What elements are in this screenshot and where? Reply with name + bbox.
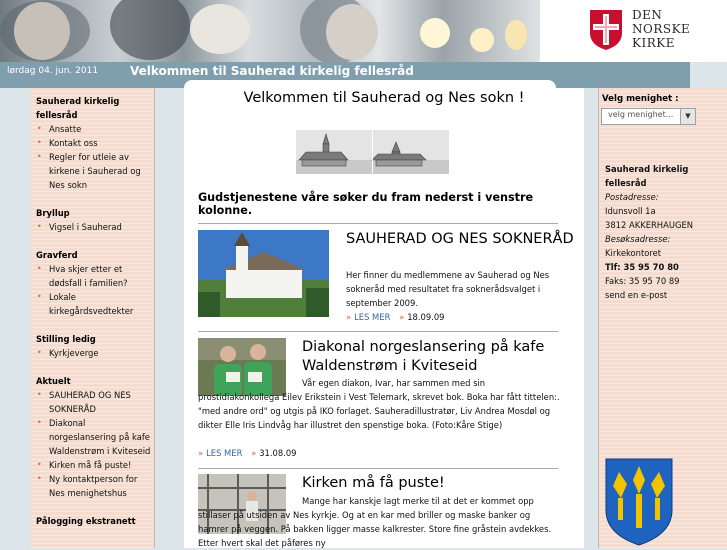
article-summary: Her finner du medlemmene av Sauherad og Nes sokneråd med resultatet fra soknerådsvalget i september 2009. (346, 270, 550, 308)
arrow-icon: » (346, 312, 352, 322)
divider (198, 468, 558, 469)
article-date: 18.09.09 (407, 312, 445, 322)
logo-line: NORSKE (632, 22, 691, 36)
parish-select-label: Velg menighet : (602, 94, 679, 104)
coat-of-arms-icon (605, 458, 673, 546)
logo-wordmark (632, 8, 712, 50)
nav-section-fellesrad (36, 94, 154, 192)
logo-line: KIRKE (632, 36, 675, 50)
email-link[interactable]: send en e-post (605, 290, 668, 300)
arrow-icon: » (198, 448, 204, 458)
divider (198, 331, 558, 332)
fax-number: Faks: 35 95 70 89 (605, 276, 680, 286)
nav-item-ansatte[interactable]: • Ansatte (36, 122, 154, 136)
nav-section-palogging (36, 514, 154, 528)
article-title[interactable]: Kirken må få puste! (302, 475, 445, 491)
church-sketch-image (296, 130, 449, 174)
dropdown-arrow-icon[interactable]: ▼ (680, 109, 695, 124)
nav-section-heading[interactable]: Bryllup (36, 208, 70, 218)
nav-item-dodsfall[interactable]: • Hva skjer etter et dødsfall i familien? (36, 262, 154, 290)
nav-section-heading[interactable]: Stilling ledig (36, 334, 96, 344)
nav-section-heading[interactable]: Pålogging ekstranett (36, 516, 136, 526)
postal-label: Postadresse: (605, 192, 659, 202)
service-intro-text: Gudstjenestene våre søker du fram nederst i venstre kolonne. (198, 191, 534, 217)
header-photo-banner (0, 0, 540, 62)
postal-line: Idunsvoll 1a (605, 206, 656, 216)
nav-item-utleie[interactable]: • Regler for utleie av kirkene i Sauherad og Nes sokn (36, 150, 154, 192)
arrow-icon: » (251, 448, 257, 458)
arrow-icon: » (399, 312, 405, 322)
nav-item-vedtekter[interactable]: • Lokale kirkegårdsvedtekter (36, 290, 154, 318)
postal-line: 3812 AKKERHAUGEN (605, 220, 694, 230)
nav-item-diakonal[interactable]: • Diakonal norgeslansering på kafe Waldenstrøm i Kviteseid (36, 416, 154, 458)
read-more-link[interactable]: LES MER (206, 448, 243, 458)
nav-item-kontaktperson[interactable]: • Ny kontaktperson for Nes menighetshus (36, 472, 154, 500)
nav-item-vigsel[interactable]: • Vigsel i Sauherad (36, 220, 154, 234)
phone-number: Tlf: 35 95 70 80 (605, 262, 679, 272)
article-image-church[interactable] (198, 230, 329, 317)
parish-select[interactable] (601, 108, 696, 125)
church-logo-icon[interactable] (589, 9, 623, 51)
article-title[interactable]: SAUHERAD OG NES SOKNERÅD (346, 231, 574, 247)
parish-select-value: velg menighet... (608, 110, 674, 119)
article-meta (198, 448, 297, 458)
nav-item-kyrkjeverge[interactable]: • Kyrkjeverge (36, 346, 154, 360)
nav-section-heading[interactable]: Gravferd (36, 250, 78, 260)
content-heading: Velkommen til Sauherad og Nes sokn ! (243, 90, 525, 106)
nav-section-stilling (36, 332, 154, 360)
main-content (184, 88, 584, 548)
nav-section-bryllup (36, 206, 154, 234)
site-header (0, 0, 727, 62)
article-summary: Vår egen diakon, Ivar, har sammen med sin prostidiakonkollega Eilev Erikstein i Vest Telemark, skrevet bok. Boka har fått tittelen:. "med andre ord" og utgis på IKO forlaget. Sauheradillustratør, Liv Andrea Mosdøl og dikter Elle Iris Lindvåg har illustret den spenstige boka. (Foto:Kåre Stige) (198, 378, 560, 430)
article-title[interactable]: Diakonal norgeslansering på kafe Waldenstrøm i Kviteseid (302, 339, 545, 374)
org-name: Sauherad kirkelig fellesråd (605, 164, 689, 188)
logo-line: DEN (632, 8, 663, 22)
page-title: Velkommen til Sauherad kirkelig fellesråd (130, 64, 414, 78)
nav-section-heading[interactable]: Aktuelt (36, 376, 71, 386)
nav-item-soknerad[interactable]: • SAUHERAD OG NES SOKNERÅD (36, 388, 154, 416)
visit-label: Besøksadresse: (605, 234, 671, 244)
nav-section-heading[interactable]: Sauherad kirkelig fellesråd (36, 96, 120, 120)
article-summary: Mange har kanskje lagt merke til at det er kommet opp stillaser på utsiden av Nes kyrkje. Og at en kar med briller og maske banker og hamrer på veggen. På bakken ligger masse kalkrester. Store fine gråstein avdekkes. Etter hvert skal det påføres ny (198, 496, 552, 548)
nav-item-kirken-puste[interactable]: • Kirken må få puste! (36, 458, 154, 472)
read-more-link[interactable]: LES MER (354, 312, 391, 322)
nav-item-kontakt[interactable]: • Kontakt oss (36, 136, 154, 150)
nav-section-aktuelt (36, 374, 154, 500)
divider (198, 223, 558, 224)
current-date: lørdag 04. jun. 2011 (7, 66, 99, 76)
visit-line: Kirkekontoret (605, 248, 662, 258)
left-sidebar (30, 88, 155, 548)
article-meta (346, 312, 445, 322)
nav-section-gravferd (36, 248, 154, 318)
article-date: 31.08.09 (259, 448, 297, 458)
